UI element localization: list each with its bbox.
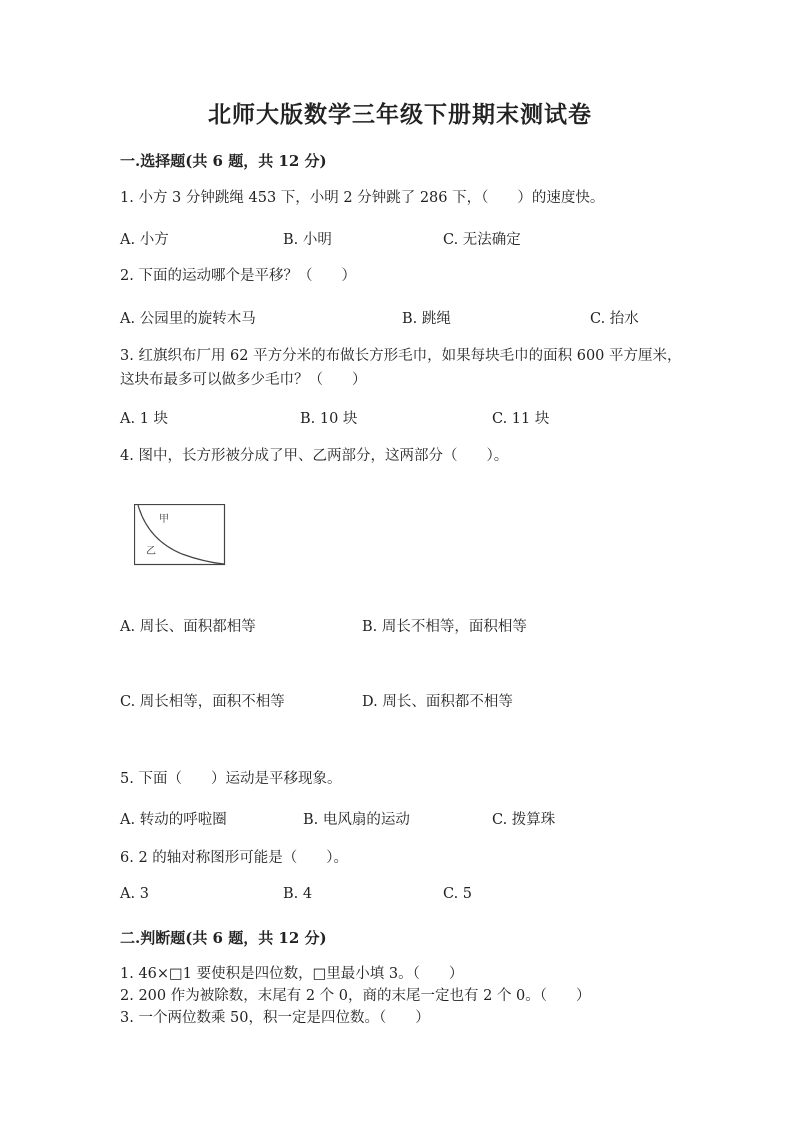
q6-option-a: A. 3	[120, 886, 149, 902]
q1-option-b: B. 小明	[283, 232, 332, 248]
q5-option-c: C. 拨算珠	[492, 812, 556, 828]
q3-option-a: A. 1 块	[120, 411, 169, 427]
q2-option-b: B. 跳绳	[402, 311, 451, 327]
page-title: 北师大版数学三年级下册期末测试卷	[208, 101, 592, 128]
q4-option-c: C. 周长相等，面积不相等	[120, 694, 285, 710]
q4-option-d: D. 周长、面积都不相等	[362, 694, 513, 710]
q3-option-c: C. 11 块	[492, 411, 550, 427]
question-3: 3. 红旗织布厂用 62 平方分米的布做长方形毛巾，如果每块毛巾的面积 600 平方厘米，这块布最多可以做多少毛巾？（ ）	[120, 348, 682, 388]
q1-option-a: A. 小方	[120, 232, 169, 248]
rectangle-diagram	[134, 504, 226, 566]
question-2: 2. 下面的运动哪个是平移？（ ）	[120, 268, 356, 284]
question-6: 6. 2 的轴对称图形可能是（ ）。	[120, 850, 349, 866]
q3-option-b: B. 10 块	[300, 411, 358, 427]
q2-option-a: A. 公园里的旋转木马	[120, 311, 256, 327]
q4-option-b: B. 周长不相等，面积相等	[362, 619, 527, 635]
question-1: 1. 小方 3 分钟跳绳 453 下，小明 2 分钟跳了 286 下，（ ）的速度快。	[120, 190, 605, 206]
q1-option-c: C. 无法确定	[443, 232, 521, 248]
q5-option-a: A. 转动的呼啦圈	[120, 812, 227, 828]
section-heading-choice: 一.选择题(共 6 题，共 12 分)	[120, 152, 327, 170]
q5-option-b: B. 电风扇的运动	[303, 812, 410, 828]
q4-option-a: A. 周长、面积都相等	[120, 619, 256, 635]
question-4: 4. 图中，长方形被分成了甲、乙两部分，这两部分（ ）。	[120, 448, 509, 464]
q6-option-b: B. 4	[283, 886, 313, 902]
region-yi-label: 乙	[146, 546, 156, 557]
region-jia-label: 甲	[159, 514, 169, 525]
judgment-question-2: 2. 200 作为被除数，末尾有 2 个 0，商的末尾一定也有 2 个 0。（ ）	[120, 988, 591, 1004]
rectangle-figure	[134, 504, 226, 566]
q6-option-c: C. 5	[443, 886, 473, 902]
q2-option-c: C. 抬水	[590, 311, 639, 327]
judgment-question-1: 1. 46×□1 要使积是四位数，□里最小填 3。（ ）	[120, 966, 464, 982]
section-heading-judgment: 二.判断题(共 6 题，共 12 分)	[120, 929, 327, 947]
judgment-question-3: 3. 一个两位数乘 50，积一定是四位数。（ ）	[120, 1010, 430, 1026]
question-5: 5. 下面（ ）运动是平移现象。	[120, 771, 342, 787]
